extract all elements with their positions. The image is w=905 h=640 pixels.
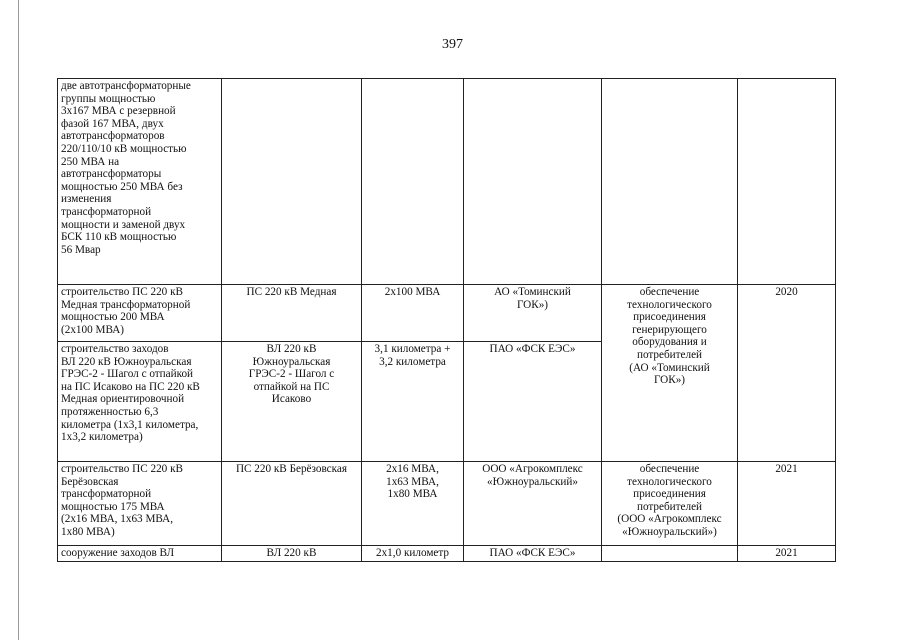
investment-table	[57, 78, 836, 562]
owner-cell: ООО «Агрокомплекс «Южноуральский»	[464, 462, 602, 546]
work-description-cell: две автотрансформаторные группы мощностью 3х167 МВА с резервной фазой 167 МВА, двух автотрансформаторов 220/110/10 кВ мощностью 250 МВА на автотрансформаторы мощностью 250 МВА без изменения трансформаторной мощности и заменой двух БСК 110 кВ мощностью 56 Мвар	[58, 79, 222, 285]
work-description-cell: строительство ПС 220 кВ Берёзовская трансформаторной мощностью 175 МВА (2х16 МВА, 1х63 МВА, 1х80 МВА)	[58, 462, 222, 546]
year-cell: 2021	[738, 546, 836, 562]
capacity-cell: 2х16 МВА, 1х63 МВА, 1х80 МВА	[362, 462, 464, 546]
work-description-cell: строительство ПС 220 кВ Медная трансформаторной мощностью 200 МВА (2х100 МВА)	[58, 285, 222, 342]
owner-cell: ПАО «ФСК ЕЭС»	[464, 342, 602, 462]
capacity-cell: 2х100 МВА	[362, 285, 464, 342]
owner-cell	[464, 79, 602, 285]
table-row	[58, 546, 836, 562]
year-cell	[738, 79, 836, 285]
capacity-cell: 3,1 километра + 3,2 километра	[362, 342, 464, 462]
object-cell: ВЛ 220 кВ Южноуральская ГРЭС-2 - Шагол с отпайкой на ПС Исаково	[222, 342, 362, 462]
table-row	[58, 285, 836, 342]
scan-edge-line	[18, 0, 19, 640]
purpose-cell	[602, 79, 738, 285]
purpose-cell: обеспечение технологического присоединения генерирующего оборудования и потребителей (АО «Томинский ГОК»)	[602, 285, 738, 462]
table-row	[58, 79, 836, 285]
year-cell: 2020	[738, 285, 836, 462]
owner-cell: ПАО «ФСК ЕЭС»	[464, 546, 602, 562]
object-cell	[222, 79, 362, 285]
capacity-cell: 2х1,0 километр	[362, 546, 464, 562]
page-number: 397	[442, 37, 463, 52]
work-description-cell: сооружение заходов ВЛ	[58, 546, 222, 562]
work-description-cell: строительство заходов ВЛ 220 кВ Южноуральская ГРЭС-2 - Шагол с отпайкой на ПС Исаково на ПС 220 кВ Медная ориентировочной протяженностью 6,3 километра (1х3,1 километра, 1х3,2 километра)	[58, 342, 222, 462]
table-row	[58, 462, 836, 546]
owner-cell: АО «Томинский ГОК»)	[464, 285, 602, 342]
year-cell: 2021	[738, 462, 836, 546]
object-cell: ВЛ 220 кВ	[222, 546, 362, 562]
purpose-cell: обеспечение технологического присоединения потребителей (ООО «Агрокомплекс «Южноуральский»)	[602, 462, 738, 546]
object-cell: ПС 220 кВ Медная	[222, 285, 362, 342]
object-cell: ПС 220 кВ Берёзовская	[222, 462, 362, 546]
capacity-cell	[362, 79, 464, 285]
purpose-cell	[602, 546, 738, 562]
